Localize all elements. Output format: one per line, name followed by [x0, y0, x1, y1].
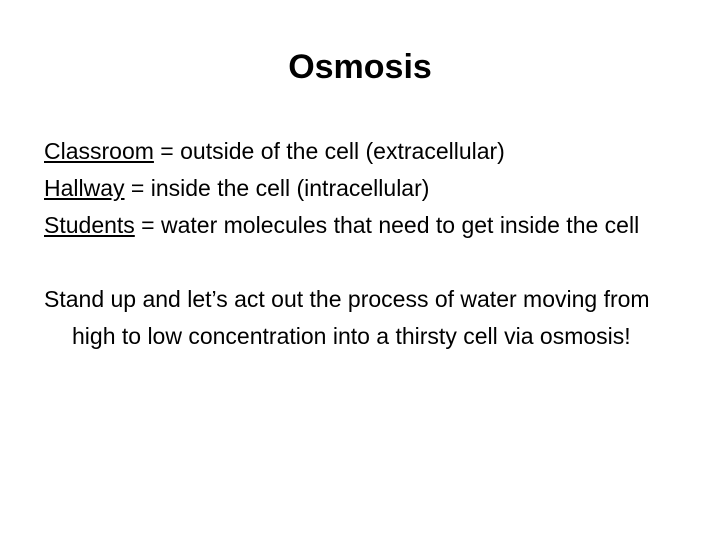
instruction-text: Stand up and let’s act out the process of water moving from high to low concentration into a thirsty cell via osmosis! [44, 286, 650, 349]
definition-hallway-text: = inside the cell (intracellular) [124, 175, 430, 201]
slide-title: Osmosis [288, 48, 432, 86]
term-students: Students [44, 212, 135, 238]
definition-students-text: = water molecules that need to get inside the cell [134, 212, 640, 238]
definition-students [44, 207, 684, 244]
slide-body [44, 133, 684, 355]
definition-classroom-text: = outside of the cell (extracellular) [153, 138, 505, 164]
term-classroom: Classroom [44, 138, 154, 164]
term-hallway: Hallway [44, 175, 125, 201]
definition-classroom [44, 133, 684, 170]
definition-hallway [44, 170, 684, 207]
